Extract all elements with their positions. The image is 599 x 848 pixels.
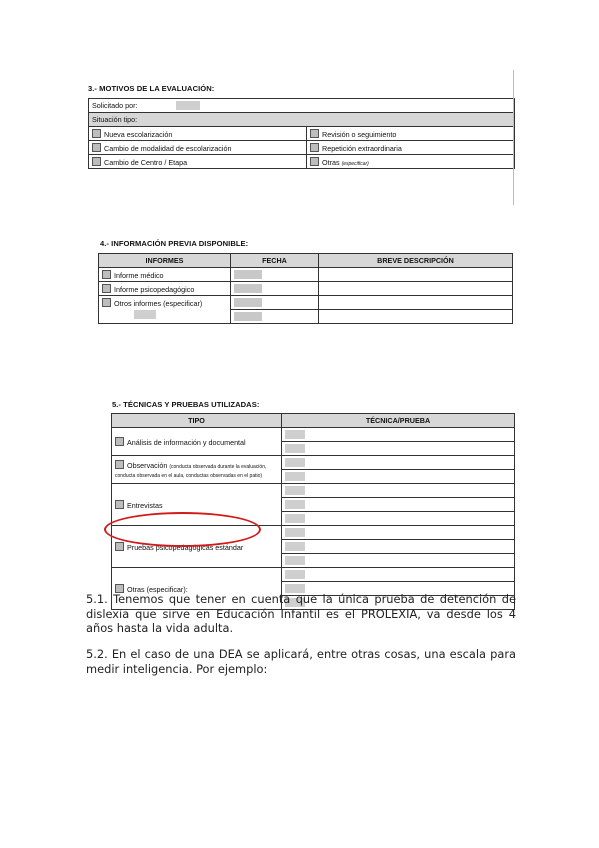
tipo-otras[interactable]: Otras (especificar):: [112, 568, 282, 610]
descripcion-field[interactable]: [319, 310, 513, 324]
row-informe-psico[interactable]: Informe psicopedagógico: [99, 282, 231, 296]
tipo-pruebas[interactable]: Pruebas psicopedagógicas estándar: [112, 526, 282, 568]
option-cambio-centro[interactable]: Cambio de Centro / Etapa: [89, 155, 307, 169]
tecnica-field[interactable]: [282, 498, 515, 512]
tecnica-field[interactable]: [282, 428, 515, 442]
checkbox-icon[interactable]: [310, 157, 319, 166]
tecnica-input[interactable]: [285, 528, 305, 537]
solicitado-label: Solicitado por:: [92, 100, 138, 110]
row-informe-medico[interactable]: Informe médico: [99, 268, 231, 282]
tecnica-input[interactable]: [285, 430, 305, 439]
tecnica-input[interactable]: [285, 444, 305, 453]
solicitado-field[interactable]: [176, 101, 200, 110]
tecnica-field[interactable]: [282, 484, 515, 498]
date-input[interactable]: [234, 312, 262, 321]
paragraph-5-1: 5.1. Tenemos que tener en cuenta que la única prueba de detención de dislexia que sirve en Educación Infantil es el PROLEXIA, va desde los 4 años hasta la vida adulta.: [86, 592, 516, 635]
option-cambio-modalidad[interactable]: Cambio de modalidad de escolarización: [89, 141, 307, 155]
scan-edge: [513, 70, 514, 205]
tecnica-field[interactable]: [282, 512, 515, 526]
checkbox-icon[interactable]: [310, 129, 319, 138]
checkbox-icon[interactable]: [102, 284, 111, 293]
checkbox-icon[interactable]: [102, 270, 111, 279]
tipo-analisis[interactable]: Análisis de información y documental: [112, 428, 282, 456]
tipo-entrevistas[interactable]: Entrevistas: [112, 484, 282, 526]
descripcion-field[interactable]: [319, 282, 513, 296]
tecnica-field[interactable]: [282, 526, 515, 540]
checkbox-icon[interactable]: [115, 460, 124, 469]
tecnica-field[interactable]: [282, 540, 515, 554]
tecnica-input[interactable]: [285, 472, 305, 481]
tecnica-field[interactable]: [282, 554, 515, 568]
option-repeticion[interactable]: Repetición extraordinaria: [307, 141, 515, 155]
tecnica-field[interactable]: [282, 470, 515, 484]
option-nueva-escolarizacion[interactable]: Nueva escolarización: [89, 127, 307, 141]
fecha-field[interactable]: [231, 268, 319, 282]
observacion-note-2: conducta observada en el aula, conductas observadas en el patio): [115, 473, 263, 479]
col-tipo: TIPO: [112, 414, 282, 428]
situacion-header: Situación tipo:: [89, 113, 515, 127]
tecnica-field[interactable]: [282, 568, 515, 582]
checkbox-icon[interactable]: [115, 500, 124, 509]
section-3-title: 3.- MOTIVOS DE LA EVALUACIÓN:: [88, 84, 215, 93]
checkbox-icon[interactable]: [92, 143, 101, 152]
highlight-ellipse: [104, 512, 261, 547]
tecnica-input[interactable]: [285, 486, 305, 495]
tipo-observacion[interactable]: Observación (conducta observada durante la evaluación, conducta observada en el aula, conductas observadas en el patio): [112, 456, 282, 484]
informacion-table: [98, 253, 513, 324]
option-otras[interactable]: Otras (especificar): [307, 155, 515, 169]
tecnica-field[interactable]: [282, 456, 515, 470]
descripcion-field[interactable]: [319, 296, 513, 310]
date-input[interactable]: [234, 284, 262, 293]
descripcion-field[interactable]: [319, 268, 513, 282]
checkbox-icon[interactable]: [102, 298, 111, 307]
col-fecha: FECHA: [231, 254, 319, 268]
section-4-title: 4.- INFORMACIÓN PREVIA DISPONIBLE:: [100, 239, 249, 248]
tecnica-input[interactable]: [285, 542, 305, 551]
col-tecnica: TÉCNICA/PRUEBA: [282, 414, 515, 428]
tecnica-input[interactable]: [285, 458, 305, 467]
tecnica-input[interactable]: [285, 514, 305, 523]
motivos-table: [88, 98, 515, 169]
fecha-field[interactable]: [231, 310, 319, 324]
date-input[interactable]: [234, 270, 262, 279]
tecnica-input[interactable]: [285, 570, 305, 579]
paragraph-5-2: 5.2. En el caso de una DEA se aplicará, entre otras cosas, una escala para medir inteligencia. Por ejemplo:: [86, 647, 516, 676]
fecha-field[interactable]: [231, 282, 319, 296]
checkbox-icon[interactable]: [115, 542, 124, 551]
tecnica-input[interactable]: [285, 556, 305, 565]
row-otros-informes[interactable]: Otros informes (especificar): [99, 296, 231, 324]
otras-note: (especificar): [341, 160, 369, 167]
option-revision[interactable]: Revisión o seguimiento: [307, 127, 515, 141]
checkbox-icon[interactable]: [115, 437, 124, 446]
tecnica-field[interactable]: [282, 442, 515, 456]
tecnica-input[interactable]: [285, 500, 305, 509]
checkbox-icon[interactable]: [92, 129, 101, 138]
checkbox-icon[interactable]: [310, 143, 319, 152]
col-informes: INFORMES: [99, 254, 231, 268]
otros-specify-field[interactable]: [134, 310, 156, 319]
observacion-note-1: (conducta observada durante la evaluación,: [169, 464, 267, 470]
col-descripcion: BREVE DESCRIPCIÓN: [319, 254, 513, 268]
fecha-field[interactable]: [231, 296, 319, 310]
section-5-title: 5.- TÉCNICAS Y PRUEBAS UTILIZADAS:: [112, 400, 260, 409]
checkbox-icon[interactable]: [92, 157, 101, 166]
solicitado-row: [89, 99, 515, 113]
date-input[interactable]: [234, 298, 262, 307]
